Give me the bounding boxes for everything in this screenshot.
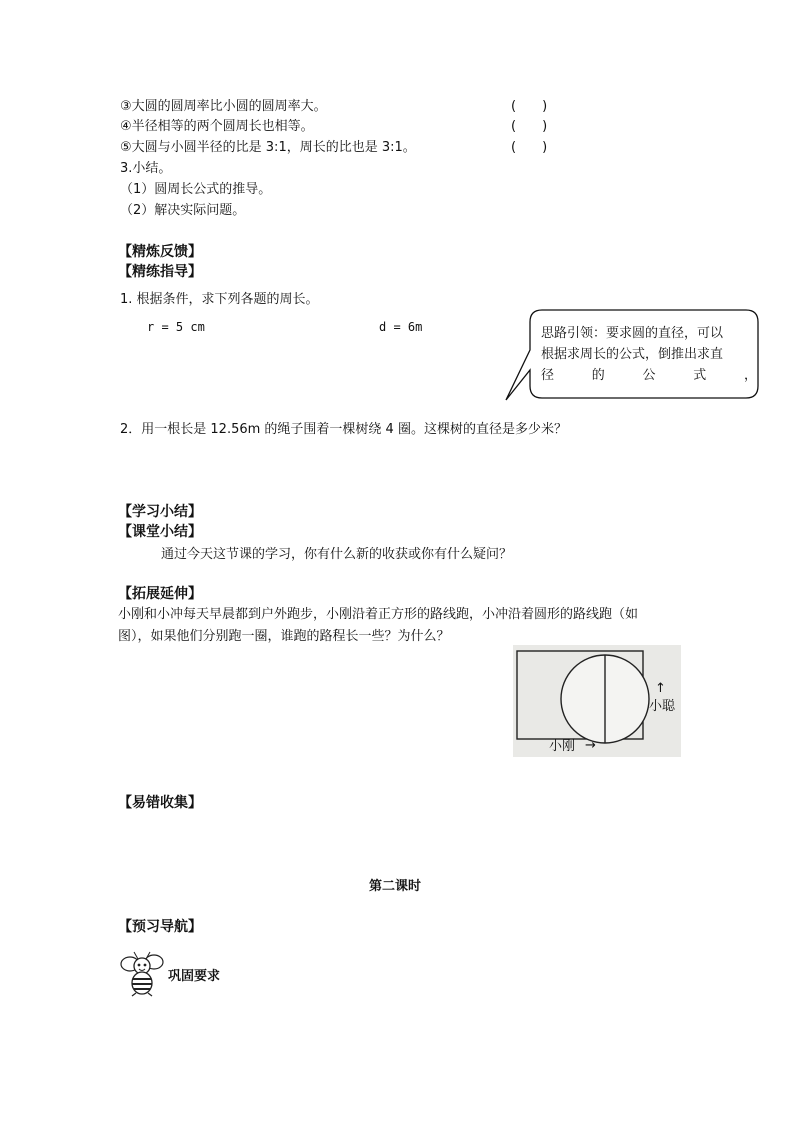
judgement-item-4: ④半径相等的两个圆周长也相等。 xyxy=(120,119,314,134)
section-heading-study-summary: 【学习小结】 xyxy=(118,504,202,520)
hint-line-1: 思路引领：要求圆的直径，可以 xyxy=(541,326,724,341)
summary-item-1: （1）圆周长公式的推导。 xyxy=(120,182,272,197)
bee-icon xyxy=(118,948,168,998)
answer-blank-5[interactable]: ( ) xyxy=(511,140,548,155)
extension-text-line-2: 图），如果他们分别跑一圈，谁跑的路程长一些？为什么？ xyxy=(118,629,450,644)
question-2: 2．用一根长是 12.56m 的绳子围着一棵树绕 4 圈。这棵树的直径是多少米？ xyxy=(120,422,567,437)
hint-line-2: 根据求周长的公式，倒推出求直 xyxy=(541,347,724,362)
hint-char: ， xyxy=(743,368,757,383)
label-xiaogang: 小刚 xyxy=(549,739,576,754)
arrow-up-icon: ↑ xyxy=(655,681,666,696)
hint-char: 式 xyxy=(693,368,707,383)
section-heading-guidance: 【精练指导】 xyxy=(118,264,202,280)
judgement-item-3: ③大圆的圆周率比小圆的圆周率大。 xyxy=(120,99,327,114)
question-1: 1. 根据条件，求下列各题的周长。 xyxy=(120,292,319,307)
section-heading-class-summary: 【课堂小结】 xyxy=(118,524,202,540)
section-heading-mistakes: 【易错收集】 xyxy=(118,795,202,811)
summary-title: 3.小结。 xyxy=(120,161,172,176)
hint-char: 的 xyxy=(591,368,605,383)
class-summary-text: 通过今天这节课的学习，你有什么新的收获或你有什么疑问？ xyxy=(161,547,513,562)
hint-bubble-text xyxy=(541,323,757,386)
extension-text-line-1: 小刚和小冲每天早晨都到户外跑步，小刚沿着正方形的路线跑，小冲沿着圆形的路线跑（如 xyxy=(118,607,639,622)
label-xiaocong: 小聪 xyxy=(649,699,676,714)
answer-blank-4[interactable]: ( ) xyxy=(511,119,548,134)
section-heading-preview: 【预习导航】 xyxy=(118,919,202,935)
section-heading-extension: 【拓展延伸】 xyxy=(118,586,202,602)
running-path-figure xyxy=(513,645,681,757)
hint-line-3 xyxy=(541,365,757,386)
lesson-title: 第二课时 xyxy=(369,879,422,894)
section-heading-feedback: 【精炼反馈】 xyxy=(118,244,202,260)
consolidate-label: 巩固要求 xyxy=(168,969,221,984)
judgement-item-5: ⑤大圆与小圆半径的比是 3:1，周长的比也是 3:1。 xyxy=(120,140,416,155)
hint-char: 公 xyxy=(642,368,656,383)
hint-char: 径 xyxy=(541,368,555,383)
summary-item-2: （2）解决实际问题。 xyxy=(120,203,246,218)
condition-diameter: d = 6m xyxy=(379,320,423,334)
condition-radius: r = 5 cm xyxy=(147,320,205,334)
answer-blank-3[interactable]: ( ) xyxy=(511,99,548,114)
arrow-right-icon: → xyxy=(585,738,596,753)
